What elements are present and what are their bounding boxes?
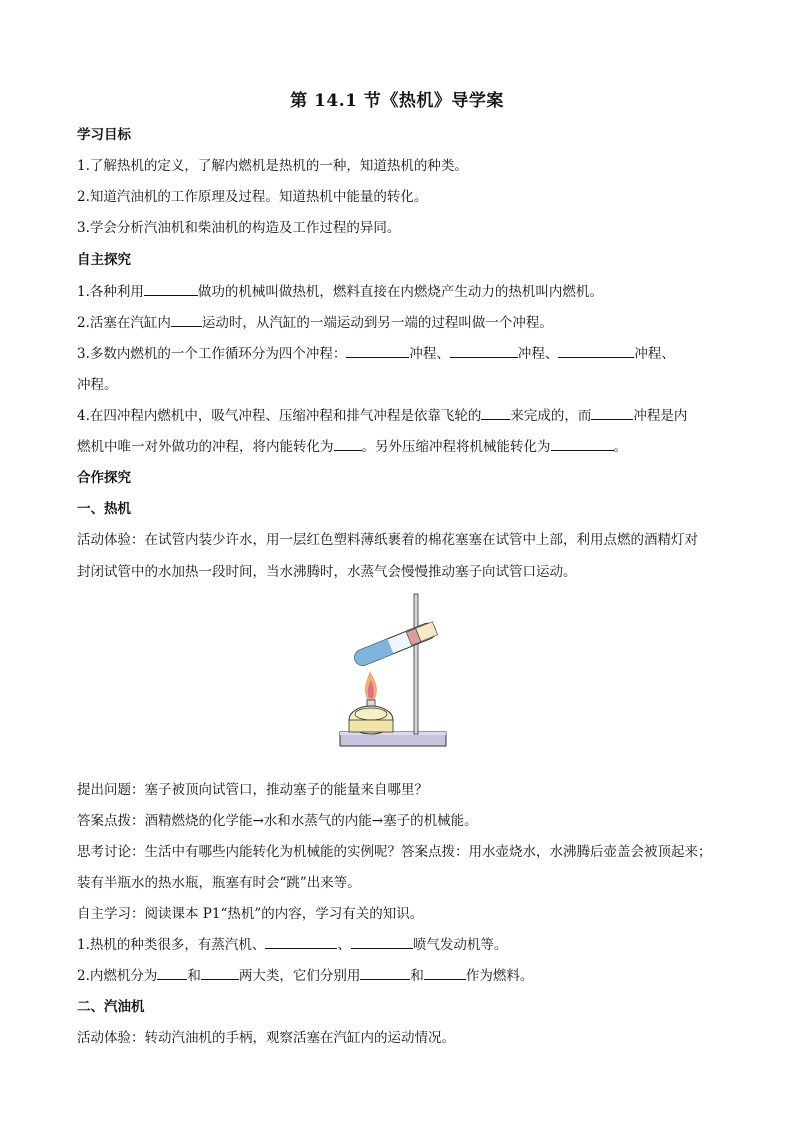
text: 1.各种利用 xyxy=(77,284,144,300)
text: 喷气发动机等。 xyxy=(412,937,508,953)
heading-learning-goals: 学习目标 xyxy=(77,127,131,143)
fill-blank[interactable] xyxy=(334,437,362,451)
question-1 xyxy=(77,282,717,302)
text: 2.活塞在汽缸内 xyxy=(77,315,171,331)
test-tube-experiment-illustration xyxy=(338,592,450,752)
fill-blank[interactable] xyxy=(144,282,198,296)
text: 冲程、 xyxy=(409,346,450,362)
text: 。 xyxy=(613,439,627,455)
discussion-line1: 思考讨论：生活中有哪些内能转化为机械能的实例呢？答案点拨：用水壶烧水，水沸腾后壶盖会被顶起来； xyxy=(77,844,712,860)
activity-2: 活动体验：转动汽油机的手柄，观察活塞在汽缸内的运动情况。 xyxy=(77,1030,455,1046)
question-4 xyxy=(77,406,717,426)
text: 。另外压缩冲程将机械能转化为 xyxy=(361,439,551,455)
text: 燃机中唯一对外做功的冲程，将内能转化为 xyxy=(77,439,334,455)
self-study: 自主学习：阅读课本 P1“热机”的内容，学习有关的知识。 xyxy=(77,906,424,922)
heading-cooperate: 合作探究 xyxy=(77,470,131,486)
goal-1: 1.了解热机的定义，了解内燃机是热机的一种，知道热机的种类。 xyxy=(77,158,468,174)
text: 作为燃料。 xyxy=(465,968,534,984)
page-title: 第 14.1 节《热机》导学案 xyxy=(290,91,504,111)
text: 来完成的，而 xyxy=(510,408,592,424)
text: 做功的机械叫做热机，燃料直接在内燃烧产生动力的热机叫内燃机。 xyxy=(197,284,603,300)
goal-3: 3.学会分析汽油机和柴油机的构造及工作过程的异同。 xyxy=(77,220,401,236)
text: 2.内燃机分为 xyxy=(77,968,158,984)
fill-blank[interactable] xyxy=(360,966,410,980)
fill-blank[interactable] xyxy=(351,935,413,949)
activity-1-line2: 封闭试管中的水加热一段时间，当水沸腾时，水蒸气会慢慢推动塞子向试管口运动。 xyxy=(77,564,577,580)
ask-question: 提出问题：塞子被顶向试管口，推动塞子的能量来自哪里？ xyxy=(77,782,428,798)
goal-2: 2.知道汽油机的工作原理及过程。知道热机中能量的转化。 xyxy=(77,189,428,205)
activity-1-line1: 活动体验：在试管内装少许水，用一层红色塑料薄纸裹着的棉花塞塞在试管中上部，利用点燃的酒精灯对 xyxy=(77,532,698,548)
text: 、 xyxy=(337,937,351,953)
fill-blank[interactable] xyxy=(424,966,466,980)
text: 3.多数内燃机的一个工作循环分为四个冲程： xyxy=(77,346,347,362)
question-3-cont: 冲程。 xyxy=(77,377,118,393)
fill-question-2 xyxy=(77,966,717,986)
subheading-heat-engine: 一、热机 xyxy=(77,501,131,517)
fill-blank[interactable] xyxy=(157,966,187,980)
fill-blank[interactable] xyxy=(171,313,202,327)
subheading-gasoline-engine: 二、汽油机 xyxy=(77,999,145,1015)
fill-blank[interactable] xyxy=(265,935,337,949)
question-3 xyxy=(77,344,717,364)
heading-self-explore: 自主探究 xyxy=(77,252,131,268)
text: 冲程、 xyxy=(517,346,559,362)
fill-blank[interactable] xyxy=(346,344,409,358)
text: 两大类，它们分别用 xyxy=(238,968,361,984)
text: 1.热机的种类很多，有蒸汽机、 xyxy=(77,937,266,953)
answer-hint: 答案点拨：酒精燃烧的化学能→水和水蒸气的内能→塞子的机械能。 xyxy=(77,813,478,829)
question-4-cont xyxy=(77,437,717,457)
text: 运动时，从汽缸的一端运动到另一端的过程叫做一个冲程。 xyxy=(201,315,553,331)
text: 和 xyxy=(187,968,201,984)
text: 冲程、 xyxy=(634,346,675,362)
discussion-line2: 装有半瓶水的热水瓶，瓶塞有时会“跳”出来等。 xyxy=(77,875,361,891)
text: 4.在四冲程内燃机中，吸气冲程、压缩冲程和排气冲程是依靠飞轮的 xyxy=(77,408,482,424)
fill-blank[interactable] xyxy=(551,437,614,451)
text: 冲程是内 xyxy=(633,408,688,424)
fill-blank[interactable] xyxy=(450,344,518,358)
fill-blank[interactable] xyxy=(201,966,239,980)
text: 和 xyxy=(410,968,424,984)
fill-blank[interactable] xyxy=(481,406,510,420)
fill-blank[interactable] xyxy=(591,406,633,420)
fill-question-1 xyxy=(77,935,717,955)
question-2 xyxy=(77,313,717,333)
fill-blank[interactable] xyxy=(558,344,634,358)
